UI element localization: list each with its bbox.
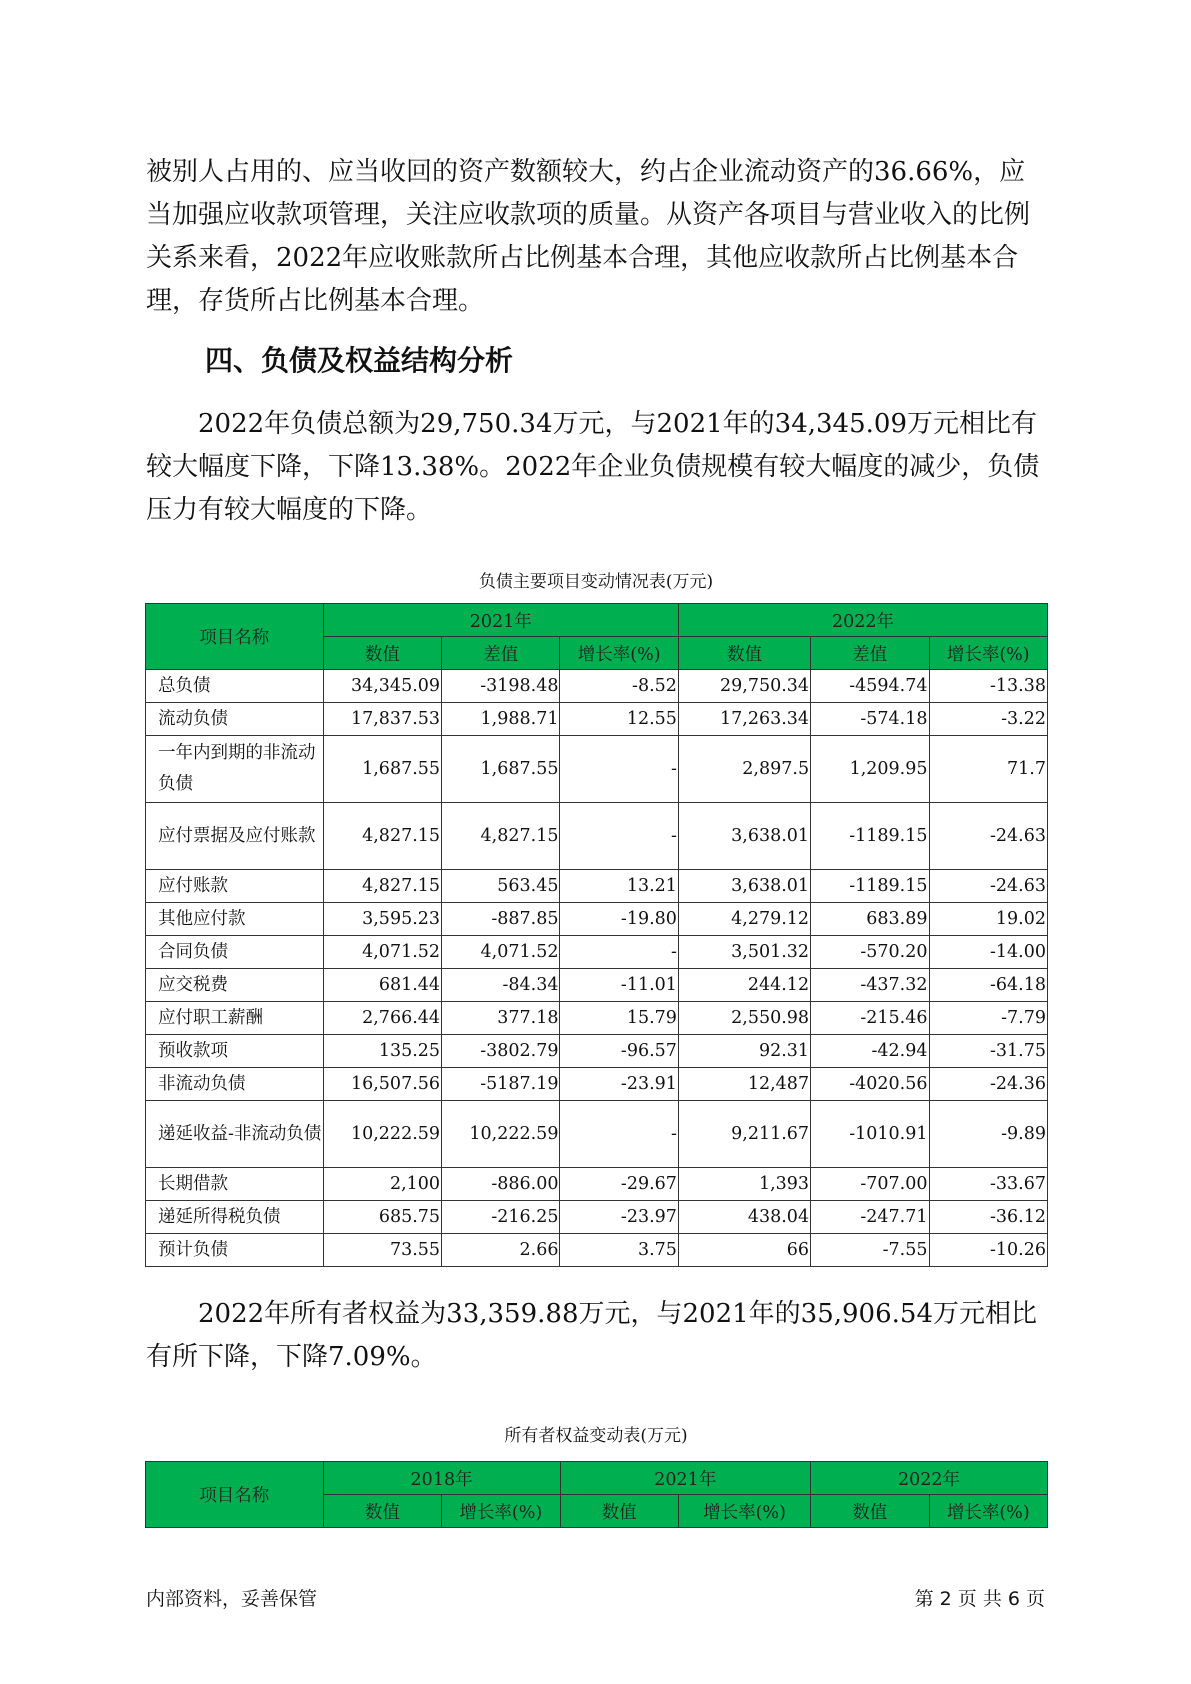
- subheader-value: 数值: [323, 637, 441, 670]
- rate-2021-cell: -: [560, 1101, 678, 1168]
- diff-2022-cell: -707.00: [811, 1168, 929, 1201]
- value-2021-cell: 4,071.52: [323, 936, 441, 969]
- diff-2021-cell: 377.18: [442, 1002, 560, 1035]
- header-year-2018: 2018年: [323, 1462, 560, 1495]
- diff-2022-cell: -4020.56: [811, 1068, 929, 1101]
- value-2021-cell: 3,595.23: [323, 903, 441, 936]
- value-2021-cell: 4,827.15: [323, 870, 441, 903]
- rate-2022-cell: -64.18: [929, 969, 1048, 1002]
- item-name-cell: 非流动负债: [146, 1068, 324, 1101]
- item-name-cell: 一年内到期的非流动负债: [146, 736, 324, 803]
- diff-2022-cell: -574.18: [811, 703, 929, 736]
- item-name-cell: 应交税费: [146, 969, 324, 1002]
- rate-2021-cell: -23.97: [560, 1201, 678, 1234]
- subheader-diff: 差值: [811, 637, 929, 670]
- value-2022-cell: 3,638.01: [678, 803, 810, 870]
- diff-2022-cell: -437.32: [811, 969, 929, 1002]
- liabilities-table-body: [146, 670, 1048, 1267]
- subheader-rate: 增长率(%): [929, 1495, 1047, 1528]
- item-name-cell: 合同负债: [146, 936, 324, 969]
- diff-2021-cell: -216.25: [442, 1201, 560, 1234]
- footer-confidential-note: 内部资料，妥善保管: [146, 1588, 318, 1610]
- value-2021-cell: 16,507.56: [323, 1068, 441, 1101]
- item-name-cell: 预计负债: [146, 1234, 324, 1267]
- diff-2021-cell: 10,222.59: [442, 1101, 560, 1168]
- subheader-rate: 增长率(%): [678, 1495, 810, 1528]
- diff-2021-cell: -84.34: [442, 969, 560, 1002]
- value-2021-cell: 1,687.55: [323, 736, 441, 803]
- rate-2021-cell: -19.80: [560, 903, 678, 936]
- diff-2022-cell: -42.94: [811, 1035, 929, 1068]
- table-row: [146, 670, 1048, 703]
- table-row: [146, 1035, 1048, 1068]
- value-2022-cell: 1,393: [678, 1168, 810, 1201]
- subheader-rate: 增长率(%): [929, 637, 1048, 670]
- subheader-value: 数值: [678, 637, 810, 670]
- subheader-value: 数值: [811, 1495, 929, 1528]
- subheader-rate: 增长率(%): [560, 637, 678, 670]
- item-name-cell: 预收款项: [146, 1035, 324, 1068]
- rate-2022-cell: -7.79: [929, 1002, 1048, 1035]
- rate-2021-cell: 12.55: [560, 703, 678, 736]
- diff-2021-cell: -887.85: [442, 903, 560, 936]
- rate-2022-cell: -24.36: [929, 1068, 1048, 1101]
- value-2022-cell: 2,550.98: [678, 1002, 810, 1035]
- rate-2022-cell: -33.67: [929, 1168, 1048, 1201]
- diff-2021-cell: 2.66: [442, 1234, 560, 1267]
- diff-2021-cell: -3802.79: [442, 1035, 560, 1068]
- diff-2022-cell: -1189.15: [811, 803, 929, 870]
- diff-2021-cell: -5187.19: [442, 1068, 560, 1101]
- value-2021-cell: 681.44: [323, 969, 441, 1002]
- rate-2022-cell: 19.02: [929, 903, 1048, 936]
- item-name-cell: 长期借款: [146, 1168, 324, 1201]
- item-name-cell: 应付账款: [146, 870, 324, 903]
- rate-2022-cell: -36.12: [929, 1201, 1048, 1234]
- liabilities-table: [145, 603, 1048, 1267]
- paragraph-liabilities: 2022年负债总额为29,750.34万元，与2021年的34,345.09万元相比有较大幅度下降，下降13.38%。2022年企业负债规模有较大幅度的减少，负债压力有较大幅度的下降。: [146, 409, 1040, 525]
- item-name-cell: 总负债: [146, 670, 324, 703]
- diff-2022-cell: -1189.15: [811, 870, 929, 903]
- rate-2021-cell: 13.21: [560, 870, 678, 903]
- diff-2021-cell: -3198.48: [442, 670, 560, 703]
- table-row: [146, 703, 1048, 736]
- rate-2021-cell: -96.57: [560, 1035, 678, 1068]
- rate-2021-cell: 3.75: [560, 1234, 678, 1267]
- value-2021-cell: 4,827.15: [323, 803, 441, 870]
- rate-2022-cell: -9.89: [929, 1101, 1048, 1168]
- table-row: [146, 1002, 1048, 1035]
- header-item-name: 项目名称: [146, 604, 324, 670]
- value-2022-cell: 3,638.01: [678, 870, 810, 903]
- value-2021-cell: 17,837.53: [323, 703, 441, 736]
- rate-2022-cell: -24.63: [929, 803, 1048, 870]
- item-name-cell: 其他应付款: [146, 903, 324, 936]
- rate-2021-cell: -: [560, 736, 678, 803]
- value-2021-cell: 73.55: [323, 1234, 441, 1267]
- table-row: [146, 1201, 1048, 1234]
- subheader-rate: 增长率(%): [442, 1495, 560, 1528]
- rate-2022-cell: -10.26: [929, 1234, 1048, 1267]
- diff-2022-cell: 1,209.95: [811, 736, 929, 803]
- table-row: [146, 1234, 1048, 1267]
- table-row: [146, 736, 1048, 803]
- rate-2022-cell: -24.63: [929, 870, 1048, 903]
- table-row: [146, 1068, 1048, 1101]
- table-row: [146, 903, 1048, 936]
- diff-2022-cell: 683.89: [811, 903, 929, 936]
- value-2022-cell: 244.12: [678, 969, 810, 1002]
- value-2022-cell: 29,750.34: [678, 670, 810, 703]
- header-year-2022: 2022年: [811, 1462, 1048, 1495]
- diff-2022-cell: -7.55: [811, 1234, 929, 1267]
- subheader-diff: 差值: [442, 637, 560, 670]
- diff-2021-cell: 1,687.55: [442, 736, 560, 803]
- rate-2021-cell: -11.01: [560, 969, 678, 1002]
- value-2021-cell: 2,766.44: [323, 1002, 441, 1035]
- rate-2022-cell: -3.22: [929, 703, 1048, 736]
- item-name-cell: 递延所得税负债: [146, 1201, 324, 1234]
- diff-2021-cell: -886.00: [442, 1168, 560, 1201]
- diff-2021-cell: 563.45: [442, 870, 560, 903]
- diff-2021-cell: 1,988.71: [442, 703, 560, 736]
- value-2022-cell: 92.31: [678, 1035, 810, 1068]
- table-row: [146, 969, 1048, 1002]
- table1-caption: 负债主要项目变动情况表(万元): [478, 572, 714, 592]
- subheader-value: 数值: [560, 1495, 678, 1528]
- rate-2022-cell: -13.38: [929, 670, 1048, 703]
- rate-2021-cell: -: [560, 936, 678, 969]
- table2-caption: 所有者权益变动表(万元): [504, 1426, 688, 1446]
- value-2021-cell: 10,222.59: [323, 1101, 441, 1168]
- rate-2021-cell: -8.52: [560, 670, 678, 703]
- table-row: [146, 1101, 1048, 1168]
- header-year-2021: 2021年: [323, 604, 678, 637]
- value-2022-cell: 2,897.5: [678, 736, 810, 803]
- rate-2021-cell: -23.91: [560, 1068, 678, 1101]
- value-2021-cell: 135.25: [323, 1035, 441, 1068]
- value-2022-cell: 66: [678, 1234, 810, 1267]
- header-year-2022: 2022年: [678, 604, 1047, 637]
- header-item-name: 项目名称: [146, 1462, 324, 1528]
- item-name-cell: 应付职工薪酬: [146, 1002, 324, 1035]
- value-2022-cell: 3,501.32: [678, 936, 810, 969]
- value-2022-cell: 9,211.67: [678, 1101, 810, 1168]
- value-2021-cell: 685.75: [323, 1201, 441, 1234]
- diff-2022-cell: -570.20: [811, 936, 929, 969]
- item-name-cell: 流动负债: [146, 703, 324, 736]
- equity-table: [145, 1461, 1048, 1528]
- paragraph-receivables: 被别人占用的、应当收回的资产数额较大，约占企业流动资产的36.66%，应当加强应收款项管理，关注应收款项的质量。从资产各项目与营业收入的比例关系来看，2022年应收账款所占比例基本合理，其他应收款所占比例基本合理，存货所占比例基本合理。: [146, 157, 1031, 316]
- diff-2022-cell: -215.46: [811, 1002, 929, 1035]
- value-2022-cell: 17,263.34: [678, 703, 810, 736]
- value-2022-cell: 12,487: [678, 1068, 810, 1101]
- value-2022-cell: 4,279.12: [678, 903, 810, 936]
- section-heading: 四、负债及权益结构分析: [205, 344, 514, 377]
- diff-2021-cell: 4,827.15: [442, 803, 560, 870]
- table-row: [146, 803, 1048, 870]
- item-name-cell: 应付票据及应付账款: [146, 803, 324, 870]
- rate-2021-cell: -: [560, 803, 678, 870]
- value-2022-cell: 438.04: [678, 1201, 810, 1234]
- paragraph-equity: 2022年所有者权益为33,359.88万元，与2021年的35,906.54万元相比有所下降，下降7.09%。: [146, 1299, 1037, 1372]
- rate-2021-cell: 15.79: [560, 1002, 678, 1035]
- footer-page-number: 第 2 页 共 6 页: [914, 1588, 1045, 1610]
- table-row: [146, 936, 1048, 969]
- item-name-cell: 递延收益-非流动负债: [146, 1101, 324, 1168]
- header-year-2021: 2021年: [560, 1462, 811, 1495]
- value-2021-cell: 2,100: [323, 1168, 441, 1201]
- diff-2022-cell: -1010.91: [811, 1101, 929, 1168]
- subheader-value: 数值: [323, 1495, 441, 1528]
- table-row: [146, 1168, 1048, 1201]
- value-2021-cell: 34,345.09: [323, 670, 441, 703]
- diff-2022-cell: -247.71: [811, 1201, 929, 1234]
- rate-2022-cell: 71.7: [929, 736, 1048, 803]
- table-row: [146, 870, 1048, 903]
- rate-2021-cell: -29.67: [560, 1168, 678, 1201]
- rate-2022-cell: -31.75: [929, 1035, 1048, 1068]
- diff-2022-cell: -4594.74: [811, 670, 929, 703]
- rate-2022-cell: -14.00: [929, 936, 1048, 969]
- diff-2021-cell: 4,071.52: [442, 936, 560, 969]
